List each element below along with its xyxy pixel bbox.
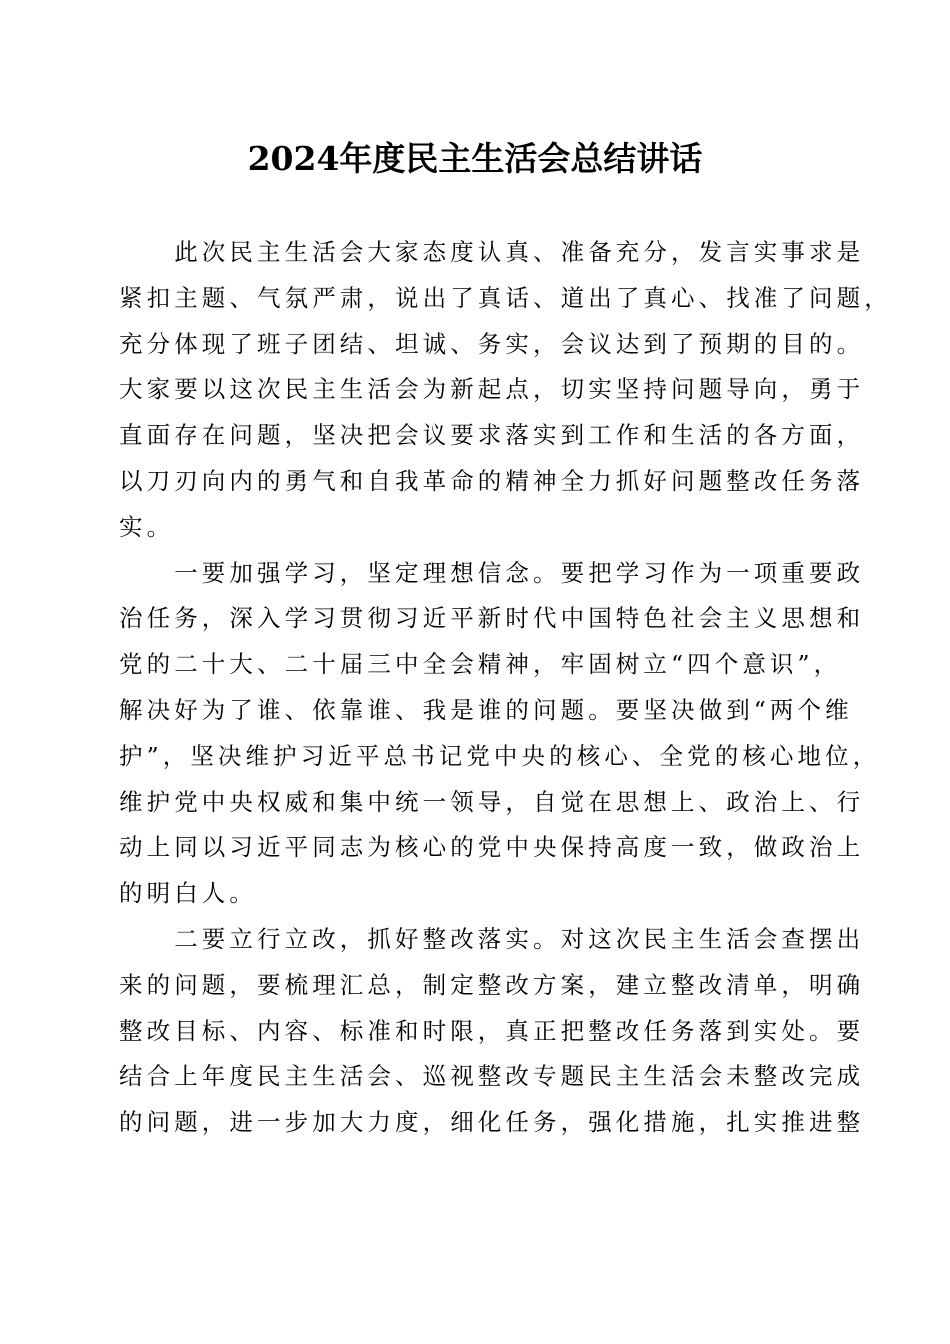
body-line: 结合上年度民主生活会、巡视整改专题民主生活会未整改完成: [119, 1062, 865, 1091]
body-line: 解决好为了谁、依靠谁、我是谁的问题。要坚决做到“两个维: [119, 695, 853, 724]
body-line: 治任务，深入学习贯彻习近平新时代中国特色社会主义思想和: [119, 604, 865, 633]
document-title: 2024年度民主生活会总结讲话: [247, 139, 703, 178]
body-line: 实。: [119, 512, 175, 541]
body-line: 以刀刃向内的勇气和自我革命的精神全力抓好问题整改任务落: [119, 466, 865, 495]
body-line: 的明白人。: [119, 879, 257, 908]
body-line: 此次民主生活会大家态度认真、准备充分，发言实事求是: [119, 238, 865, 266]
body-line: 紧扣主题、气氛严肃，说出了真话、道出了真心、找准了问题，: [119, 283, 892, 312]
body-line: 动上同以习近平同志为核心的党中央保持高度一致，做政治上: [119, 833, 865, 862]
body-line: 直面存在问题，坚决把会议要求落实到工作和生活的各方面，: [119, 421, 865, 450]
document-body: [119, 230, 892, 1146]
body-line: 大家要以这次民主生活会为新起点，切实坚持问题导向，勇于: [119, 375, 865, 404]
body-line: 的问题，进一步加大力度，细化任务，强化措施，扎实推进整: [119, 1108, 865, 1137]
body-line: 一要加强学习，坚定理想信念。要把学习作为一项重要政: [119, 558, 865, 587]
body-line: 二要立行立改，抓好整改落实。对这次民主生活会查摆出: [119, 924, 865, 953]
body-line: 充分体现了班子团结、坦诚、务实，会议达到了预期的目的。: [119, 329, 865, 358]
body-line: 来的问题，要梳理汇总，制定整改方案，建立整改清单，明确: [119, 970, 865, 999]
body-line: 党的二十大、二十届三中全会精神，牢固树立“四个意识”，: [119, 650, 842, 679]
body-line: 维护党中央权威和集中统一领导，自觉在思想上、政治上、行: [119, 787, 865, 816]
body-line: 护”，坚决维护习近平总书记党中央的核心、全党的核心地位，: [119, 741, 881, 770]
body-line: 整改目标、内容、标准和时限，真正把整改任务落到实处。要: [119, 1016, 865, 1045]
